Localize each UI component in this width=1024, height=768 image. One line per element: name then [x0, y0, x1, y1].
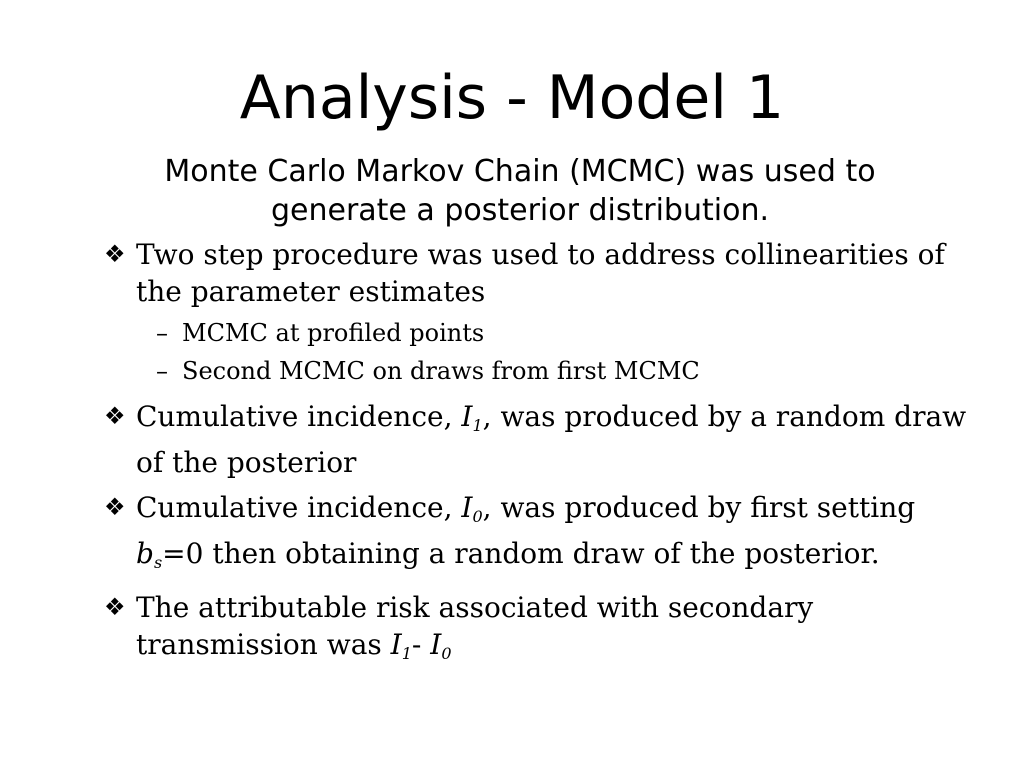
bullet-item	[104, 398, 984, 481]
slide-subtitle: Monte Carlo Markov Chain (MCMC) was used to generate a posterior distribution.	[164, 154, 876, 228]
bullet-item	[104, 489, 984, 581]
sub-bullet-list	[156, 314, 984, 390]
bullet-text-prefix: Cumulative incidence,	[136, 491, 462, 524]
diamond-bullet-icon: ❖	[104, 402, 126, 430]
bullet-item	[104, 589, 984, 672]
variable: I	[430, 628, 442, 661]
diamond-bullet-icon: ❖	[104, 493, 126, 521]
slide-title: Analysis - Model 1	[239, 63, 785, 133]
variable: I	[461, 491, 473, 524]
bullet-list	[104, 236, 984, 680]
bullet-text-prefix: Cumulative incidence,	[136, 400, 462, 433]
variable-subscript: 1	[401, 644, 412, 663]
sub-bullet-text: MCMC at profiled points	[182, 319, 485, 347]
variable-subscript: s	[153, 553, 163, 572]
sub-bullet-item	[156, 314, 984, 352]
bullet-item	[104, 236, 984, 390]
variable-subscript: 0	[472, 507, 483, 526]
sub-bullet-item	[156, 352, 984, 390]
dash-icon: –	[156, 357, 168, 385]
bullet-text-suffix: =0 then obtaining a random draw of the posterior.	[162, 537, 880, 570]
dash-icon: –	[156, 319, 168, 347]
bullet-text-prefix: The attributable risk associated with secondary transmission was	[136, 591, 814, 661]
variable-subscript: 0	[441, 644, 452, 663]
diamond-bullet-icon: ❖	[104, 593, 126, 621]
bullet-text-suffix: , was produced by a random draw of the posterior	[136, 400, 967, 479]
bullet-text-mid: , was produced by first setting	[482, 491, 916, 524]
variable: I	[461, 400, 473, 433]
diamond-bullet-icon: ❖	[104, 240, 126, 268]
variable: I	[390, 628, 402, 661]
bullet-text: Two step procedure was used to address collinearities of the parameter estimates	[136, 238, 945, 308]
sub-bullet-text: Second MCMC on draws from first MCMC	[182, 357, 700, 385]
bullet-text-mid: -	[411, 628, 431, 661]
variable: b	[136, 537, 154, 570]
variable-subscript: 1	[472, 416, 483, 435]
